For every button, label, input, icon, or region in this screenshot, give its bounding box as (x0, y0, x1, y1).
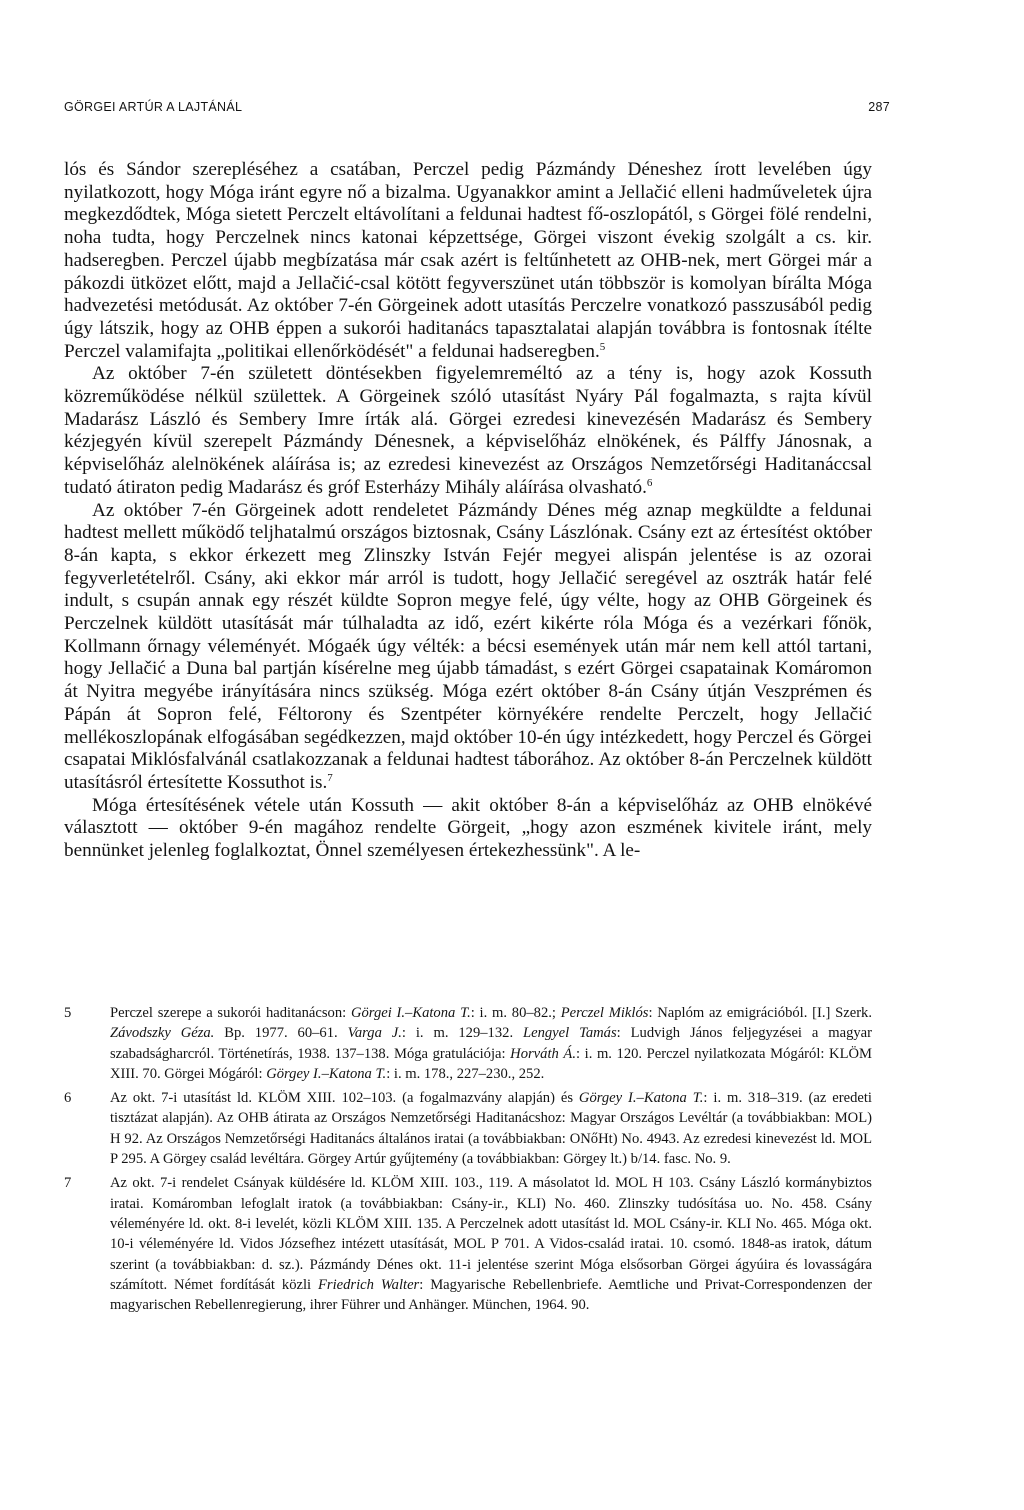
footnote-italic-segment: Závodszky Géza. (110, 1025, 215, 1042)
footnote-segment: : Ludvigh János feljegyzései a magyar szabadságharcról. Történetírás, 1938. 137–138. Móga gratulációja: (110, 1025, 872, 1062)
footnote-italic-segment: Görgey I.–Katona T. (266, 1065, 387, 1082)
footnote-text (110, 1003, 872, 1084)
footnote-number: 5 (64, 1005, 72, 1021)
footnote-segment: : i. m. 318–319. (az eredeti tisztázat alapján). Az OHB átirata az Országos Nemzetőrségi Haditanácshoz: Magyar Országos Levéltár (a továbbiakban: MOL) H 92. Az Országos Nemzetőrségi Haditanács általános iratai (a továbbiakban: ONőHt) No. 4943. Az ezredesi kinevezést ld. MOL P 295. A Görgey család levéltára. Görgey Artúr gyűjtemény (a továbbiakban: Görgey lt.) b/14. fasc. No. 9. (110, 1090, 872, 1168)
paragraph (64, 159, 872, 363)
running-header (64, 100, 890, 114)
paragraph (64, 363, 872, 499)
footnote-ref: 7 (327, 771, 333, 784)
footnote (64, 1173, 872, 1315)
footnote-text (110, 1173, 872, 1315)
paragraph-text: Az október 7-én Görgeinek adott rendeletet Pázmándy Dénes még aznap megküldte a feldunai hadtest mellett működő teljhatalmú országos biztosnak, Csány Lászlónak. Csány ezt az értesítést október 8-án kapta, s ekkor érkezett meg Zlinszky István Fejér megyei alispán jelentése is az ozorai fegyverletételről. Csány, aki ekkor már arról is tudott, hogy Jellačić seregével az osztrák határ felé indult, s csupán annak egy részét küldte Sopron megye felé, úgy vélte, hogy az OHB Görgeinek és Perczelnek küldött utasítását már túlhaladta az idő, ezért kikérte róla Móga és a vezérkari főnök, Kollmann őrnagy véleményét. Mógaék úgy vélték: a bécsi események után már nem kell attól tartani, hogy Jellačić a Duna bal partján kísérelne meg újabb támadást, s ezért Görgei csapatainak Komáromon át Nyitra megyébe irányítására nincs szükség. Móga ezért október 8-án Csány útján Veszprémen és Pápán át Sopron felé, Féltorony és Szentpéter környékére rendelte Perczelt, hogy Jellačić mellékoszlopának elfogásában segédkezzen, majd október 10-én úgy intézkedett, hogy Perczel és Görgei csapatai Miklósfalvánál csatlakozzanak a feldunai hadtest táborához. Az október 8-án Perczelnek küldött utasításról értesítette Kossuthot is. (64, 499, 872, 793)
footnote-segment: : i. m. 178., 227–230., 252. (386, 1065, 545, 1082)
footnote-segment: Bp. 1977. 60–61. (214, 1025, 348, 1042)
page-number: 287 (868, 100, 890, 114)
main-text (64, 159, 872, 863)
footnote-italic-segment: Varga J. (347, 1025, 402, 1042)
paragraph-text: Az október 7-én született döntésekben figyelemreméltó az a tény is, hogy azok Kossuth közreműködése nélkül születtek. A Görgeinek szóló utasítást Nyáry Pál fogalmazta, s rajta kívül Madarász László és Sembery Imre írták alá. Görgei ezredesi kinevezésén Madarász és Sembery kézjegyén kívül szerepelt Pázmándy Dénesnek, a képviselőház elnökének, és Pálffy Jánosnak, a képviselőház alelnökének aláírása is; az ezredesi kinevezést az Országos Nemzetőrségi Haditanáccsal tudató átiraton pedig Madarász és gróf Esterházy Mihály aláírása olvasható. (64, 363, 872, 498)
footnote-segment: : i. m. 80–82.; (470, 1005, 561, 1021)
paragraph (64, 500, 872, 795)
footnote-number: 7 (64, 1175, 72, 1192)
footnote (64, 1088, 872, 1169)
footnote-segment: : Magyarische Rebellenbriefe. Aemtliche und Privat-Correspondenzen der magyarischen Rebellenregierung, ihrer Führer und Anhänger. München, 1964. 90. (110, 1276, 873, 1314)
footnote-italic-segment: Lengyel Tamás (522, 1025, 617, 1042)
footnote-segment: : Naplóm az emigrációból. [I.] Szerk. (648, 1005, 872, 1021)
footnote-segment: : i. m. 129–132. (401, 1025, 523, 1042)
paragraph-text: Móga értesítésének vétele után Kossuth — akit október 8-án a képviselőház az OHB elnökévé választott — október 9-én magához rendelte Görgeit, „hogy azon eszmének kivitele iránt, mely bennünket jelenleg foglalkoztat, Önnel személyesen értekezhessünk". A le- (64, 794, 872, 862)
footnote-italic-segment: Horváth Á. (510, 1045, 576, 1062)
footnotes (64, 1003, 872, 1319)
footnote (64, 1003, 872, 1084)
paragraph (64, 795, 872, 863)
footnote-text (110, 1088, 872, 1169)
footnote-number: 6 (64, 1090, 72, 1107)
footnote-segment: Perczel szerepe a sukorói haditanácson: (110, 1005, 351, 1021)
footnote-segment: : i. m. 120. Perczel nyilatkozata Mógáról: KLÖM XIII. 70. Görgei Mógáról: (110, 1045, 873, 1082)
paragraph-text: lós és Sándor szerepléséhez a csatában, Perczel pedig Pázmándy Déneshez írott levelében úgy nyilatkozott, hogy Móga iránt egyre nő a bizalma. Ugyanakkor amint a Jellačić elleni hadműveletek újra megkezdődtek, Móga sietett Perczelt eltávolítani a feldunai hadtest fő-oszlopától, s Görgei fölé rendelni, noha tudta, hogy Perczelnek nincs katonai képzettsége, Görgei viszont évekig szolgált a cs. kir. hadseregben. Perczel újabb megbízatása már csak azért is feltűnhetett az OHB-nek, mert Görgei már a pákozdi ütközet előtt, majd a Jellačić-csal kötött fegyverszünet után többször is komolyan bírálta Móga hadvezetési metódusát. Az október 7-én Görgeinek adott utasítás Perczelre vonatkozó passzusából pedig úgy látszik, hogy az OHB éppen a sukorói haditanács tapasztalatai alapján továbbra is fontosnak ítélte Perczel valamifajta „politikai ellenőrködését" a feldunai hadseregben. (64, 159, 872, 362)
running-title: GÖRGEI ARTÚR A LAJTÁNÁL (64, 100, 243, 114)
footnote-italic-segment: Görgei I.–Katona T. (350, 1005, 471, 1021)
footnote-italic-segment: Görgey I.–Katona T. (578, 1090, 704, 1107)
footnote-segment: Az okt. 7-i rendelet Csányak küldésére ld. KLÖM XIII. 103., 119. A másolatot ld. MOL H 103. Csány László kormánybiztos iratai. Komáromban lefoglalt iratok (a továbbiakban: Csány-ir., KLI) No. 460. Zlinszky tudósítása uo. No. 458. Csány véleményére ld. okt. 8-i levelét, közli KLÖM XIII. 135. A Perczelnek adott utasítást ld. MOL Csány-ir. KLI No. 465. Móga okt. 10-i véleményére ld. Vidos Józsefhez intézett utasítását, MOL P 701. A Vidos-család iratai. 10. csomó. 1848-as iratok, dátum szerint (a továbbiakban: d. sz.). Pázmándy Dénes okt. 11-i jelentése szerint Móga elsősorban Görgei ágyúira és lovasságára számított. Német fordítását közli (110, 1175, 872, 1293)
footnote-italic-segment: Friedrich Walter (318, 1276, 420, 1293)
footnote-ref: 5 (599, 340, 606, 353)
footnote-segment: Az okt. 7-i utasítást ld. KLÖM XIII. 102–103. (a fogalmazvány alapján) és (110, 1090, 579, 1107)
footnote-italic-segment: Perczel Miklós (560, 1005, 649, 1021)
footnote-ref: 6 (646, 476, 653, 489)
